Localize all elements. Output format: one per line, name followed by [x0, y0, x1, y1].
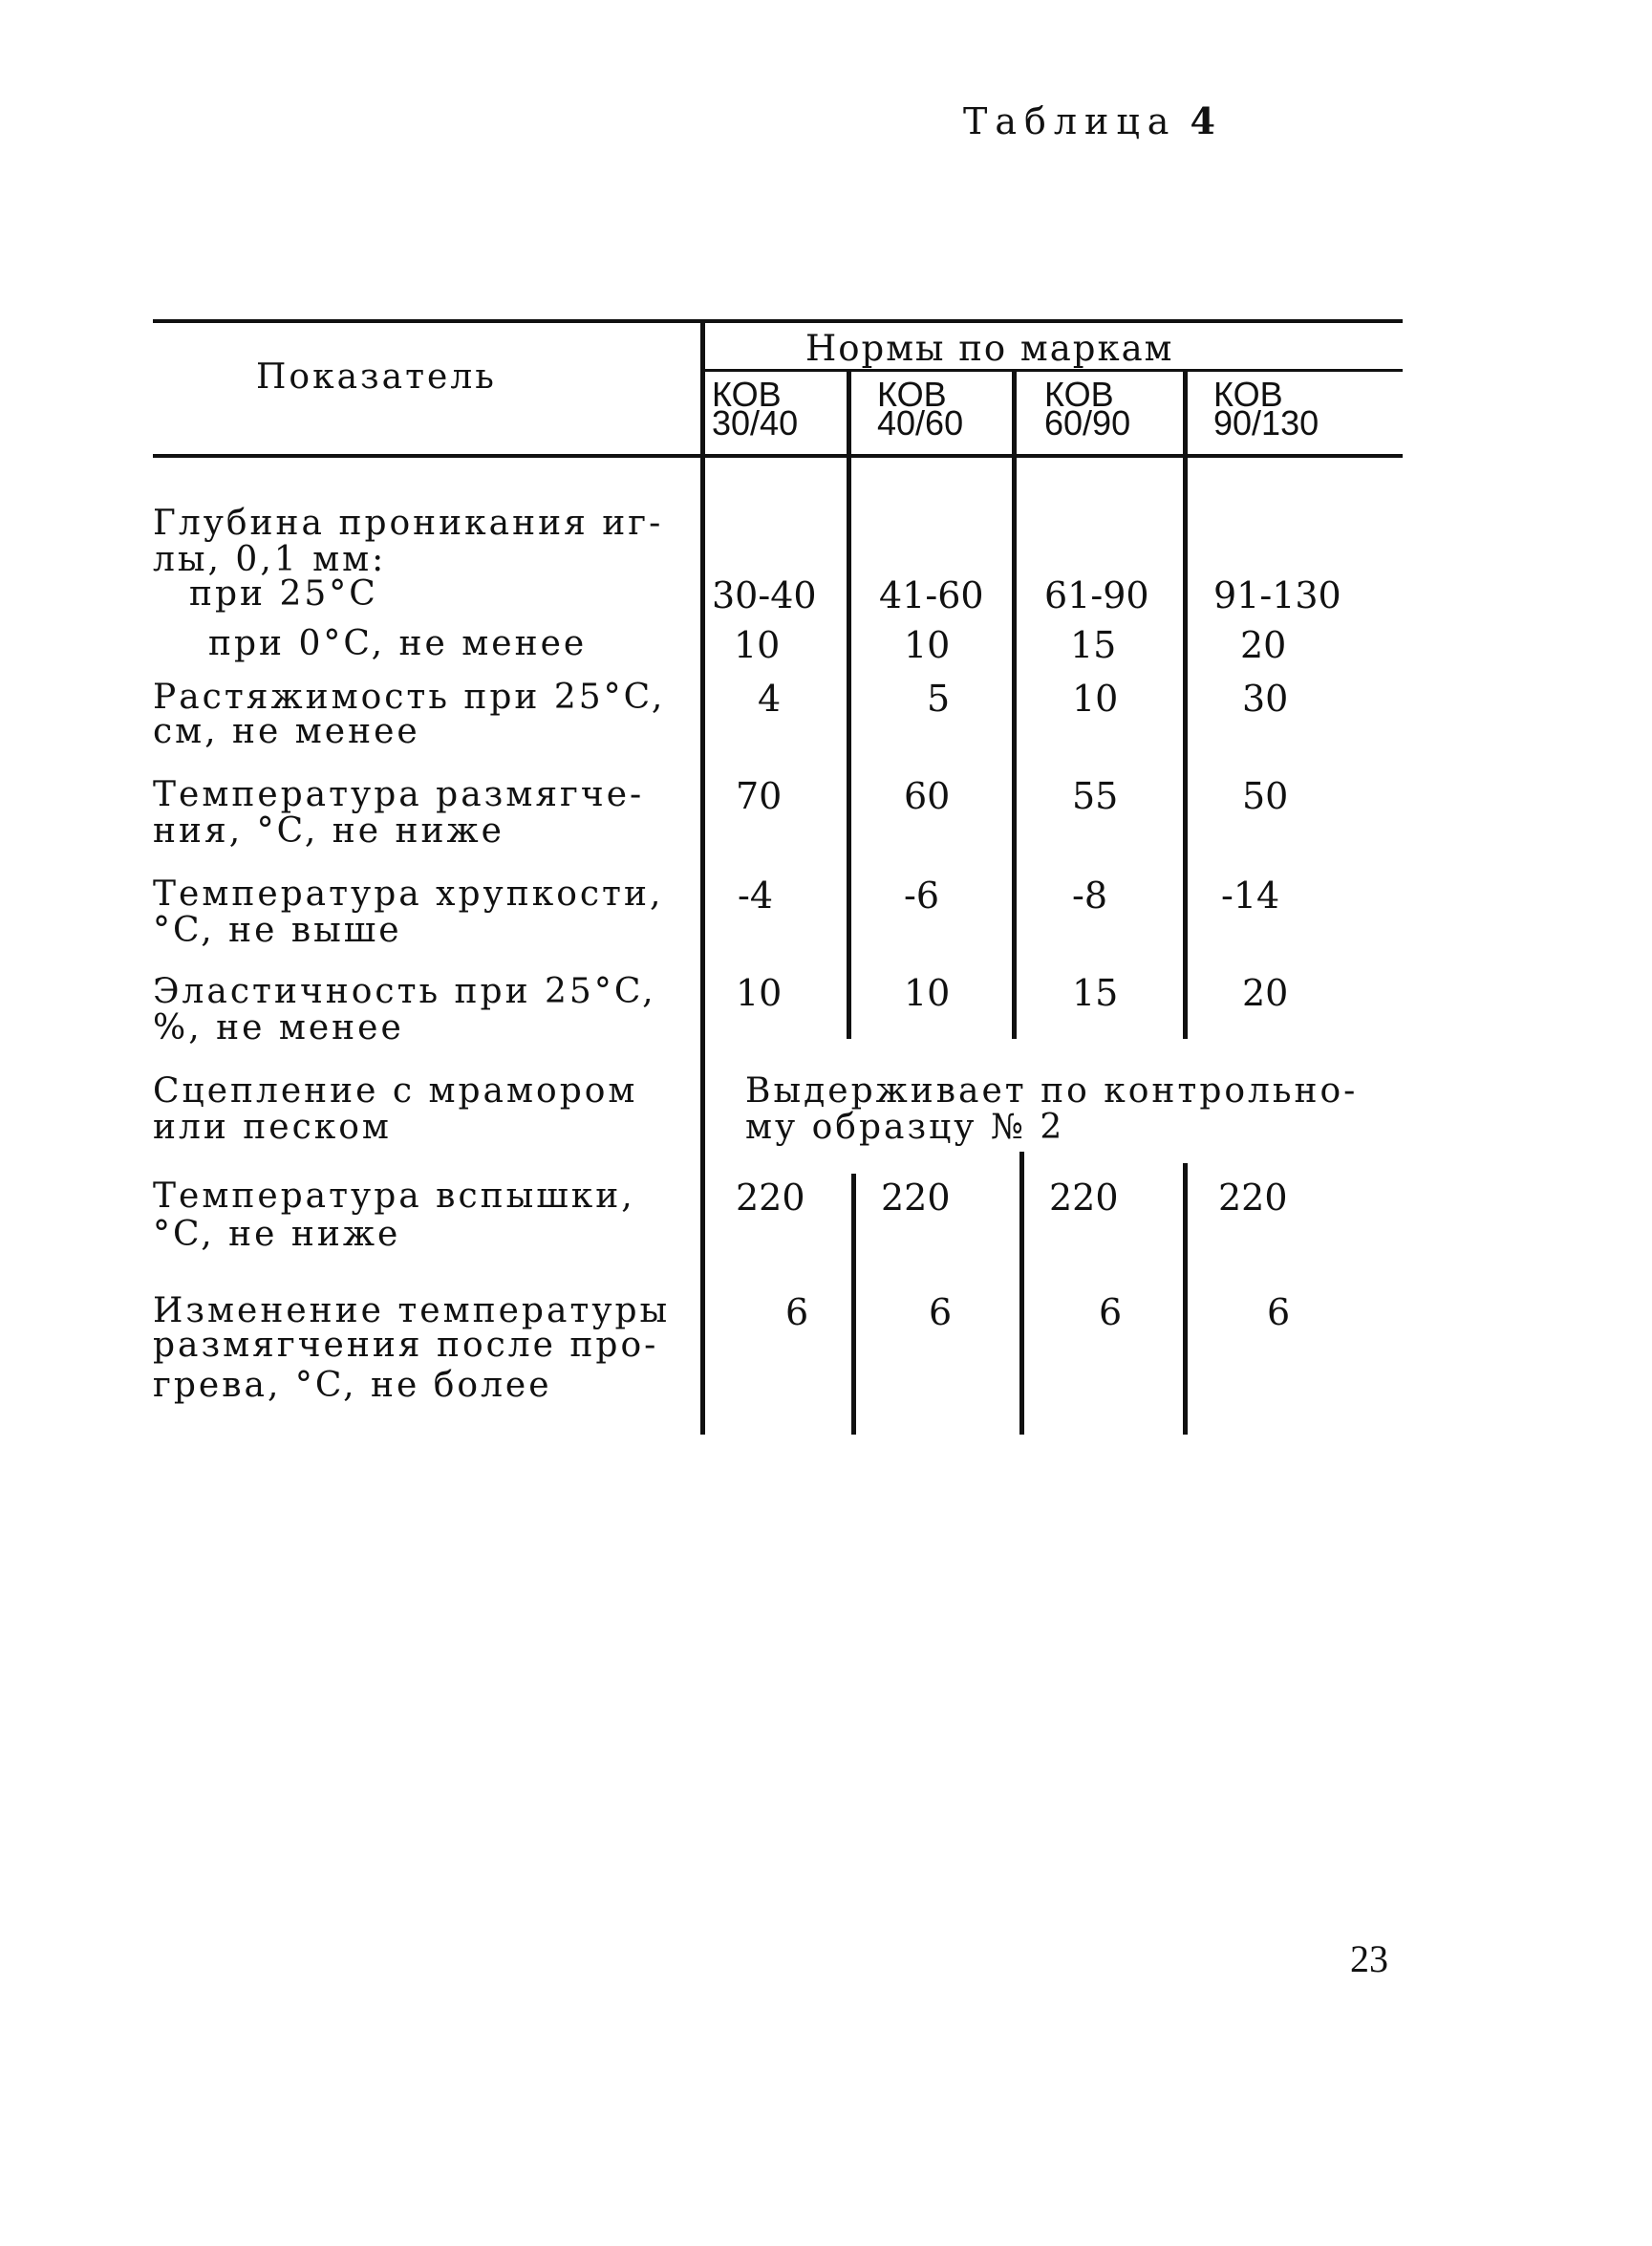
cell: 70 [736, 775, 783, 817]
grade-3-name: КОВ [1044, 375, 1114, 414]
row-flash-label-1: Температура вспышки, [153, 1177, 635, 1216]
header-grade-4 [1213, 375, 1319, 443]
grade-4-range: 90/130 [1213, 403, 1319, 443]
grade-1-range: 30/40 [712, 403, 799, 443]
cell: 10 [904, 624, 951, 666]
column-divider-3-lower [1183, 1163, 1188, 1435]
cell: -4 [738, 875, 774, 917]
row-ductility-label-2: см, не менее [153, 712, 420, 751]
row-penetration-25-label: при 25°C [189, 574, 378, 614]
row-ductility-label-1: Растяжимость при 25°C, [153, 678, 666, 717]
header-grade-2 [877, 375, 964, 443]
cell: 10 [736, 972, 783, 1014]
grade-1-name: КОВ [712, 375, 782, 414]
row-brittleness-label-2: °C, не выше [153, 911, 402, 950]
row-flash-label-2: °C, не ниже [153, 1215, 401, 1254]
column-divider-1-lower [851, 1174, 856, 1435]
cell: 30-40 [712, 574, 817, 616]
cell: 15 [1072, 972, 1119, 1014]
row-penetration-0-label: при 0°C, не менее [208, 624, 588, 663]
row-adhesion-merged-2: му образцу № 2 [745, 1108, 1065, 1147]
column-divider-main [700, 321, 705, 1435]
cell: 5 [927, 678, 951, 720]
cell: 6 [929, 1291, 953, 1333]
header-norms: Нормы по маркам [805, 328, 1174, 369]
cell: 220 [736, 1177, 805, 1219]
cell: 220 [1218, 1177, 1288, 1219]
cell: 55 [1072, 775, 1119, 817]
cell: -6 [904, 875, 940, 917]
cell: 91-130 [1213, 574, 1341, 616]
cell: 30 [1242, 678, 1289, 720]
row-softening-label-2: ния, °C, не ниже [153, 811, 504, 851]
grade-3-range: 60/90 [1044, 403, 1131, 443]
cell: 20 [1240, 624, 1287, 666]
cell: 6 [1099, 1291, 1123, 1333]
column-divider-2 [1012, 370, 1017, 1039]
column-divider-1 [847, 370, 851, 1039]
cell: 10 [1072, 678, 1119, 720]
header-grade-1 [712, 375, 799, 443]
norms-underline [702, 369, 1403, 372]
grade-4-name: КОВ [1213, 375, 1283, 414]
cell: 10 [904, 972, 951, 1014]
row-softening-label-1: Температура размягче- [153, 775, 645, 814]
cell: 61-90 [1044, 574, 1149, 616]
table-caption [963, 99, 1215, 142]
cell: -14 [1221, 875, 1280, 917]
row-brittleness-label-1: Температура хрупкости, [153, 875, 664, 914]
row-penetration-label-2: лы, 0,1 мм: [153, 540, 387, 579]
header-grade-3 [1044, 375, 1131, 443]
table-top-rule [153, 319, 1403, 323]
cell: 20 [1242, 972, 1289, 1014]
row-adhesion-label-1: Сцепление с мрамором [153, 1071, 638, 1111]
header-bottom-rule [153, 454, 1403, 458]
cell: 41-60 [879, 574, 984, 616]
column-divider-3 [1183, 370, 1188, 1039]
row-penetration-label-1: Глубина проникания иг- [153, 504, 664, 543]
cell: 60 [904, 775, 951, 817]
cell: 4 [758, 678, 782, 720]
row-heating-label-1: Изменение температуры [153, 1291, 671, 1330]
cell: -8 [1072, 875, 1108, 917]
cell: 50 [1242, 775, 1289, 817]
caption-word: Таблица [963, 100, 1177, 142]
column-divider-2-lower [1019, 1152, 1024, 1435]
cell: 6 [1267, 1291, 1291, 1333]
header-indicator: Показатель [256, 357, 497, 397]
cell: 15 [1070, 624, 1117, 666]
cell: 10 [734, 624, 781, 666]
row-elasticity-label-2: %, не менее [153, 1008, 404, 1047]
row-adhesion-merged-1: Выдерживает по контрольно- [745, 1071, 1359, 1111]
grade-2-range: 40/60 [877, 403, 964, 443]
cell: 220 [881, 1177, 951, 1219]
caption-number: 4 [1190, 99, 1215, 142]
row-adhesion-label-2: или песком [153, 1108, 392, 1147]
page-number: 23 [1350, 1937, 1388, 1980]
row-heating-label-2: размягчения после про- [153, 1326, 659, 1365]
grade-2-name: КОВ [877, 375, 947, 414]
cell: 6 [785, 1291, 809, 1333]
cell: 220 [1049, 1177, 1119, 1219]
row-heating-label-3: грева, °C, не более [153, 1366, 552, 1405]
row-elasticity-label-1: Эластичность при 25°C, [153, 972, 656, 1011]
